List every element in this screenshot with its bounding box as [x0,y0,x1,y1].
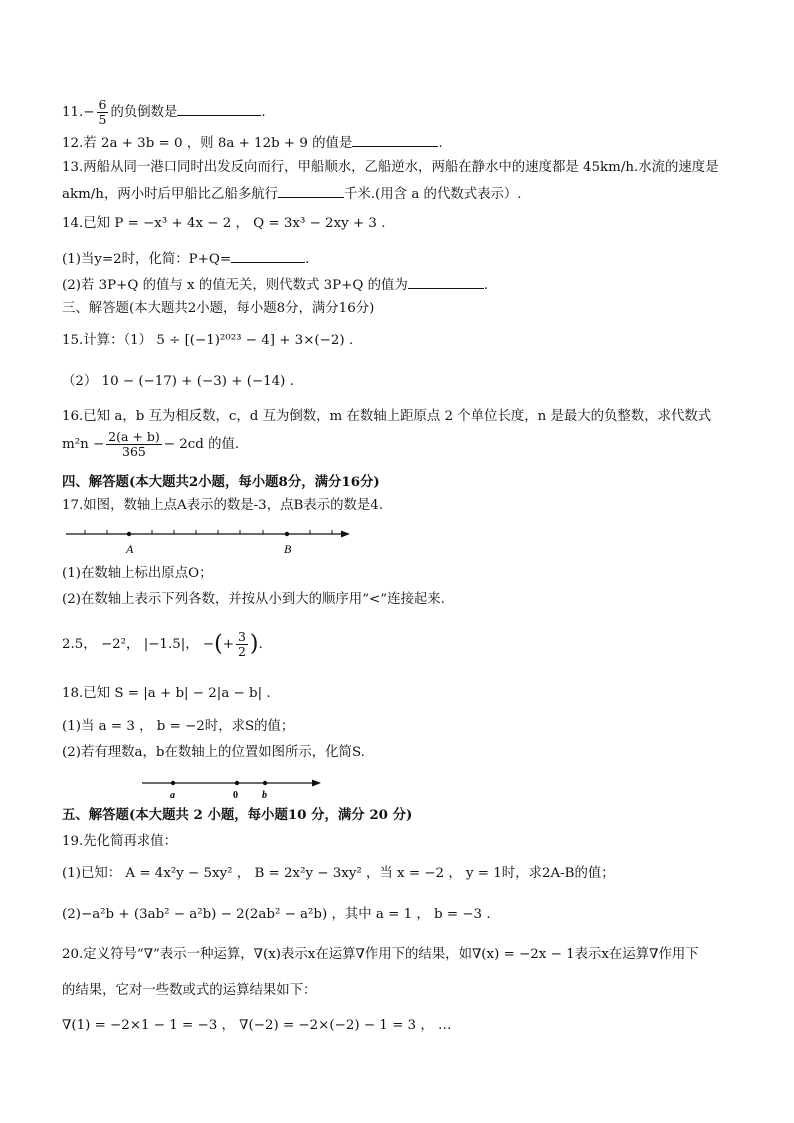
question-12: 12.若 2a + 3b = 0 ，则 8a + 12b + 9 的值是 . [62,136,443,151]
q17-nums-a: 2.5， −2²， |−1.5|， − [62,637,215,652]
question-16-expr [62,430,239,459]
question-15-part1: 15.计算：（1） 5 ÷ [(−1)²⁰²³ − 4] + 3×(−2) . [62,333,354,348]
q12-answer-blank[interactable] [352,134,438,147]
question-17-sub1: (1)在数轴上标出原点O； [62,566,213,581]
question-17-numbers: 2.5， −2²， |−1.5|， −(+ $\frac{3}{2}$ ). [62,629,263,659]
q16-frac-den: 365 [122,444,146,459]
q18-label-a: a [170,790,175,801]
question-18-sub2: (2)若有理数a，b在数轴上的位置如图所示，化简S. [62,745,365,760]
question-20-line1: 20.定义符号“∇”表示一种运算，∇(x)表示x在运算∇作用下的结果，如∇(x) = −2x − 1表示x在运算∇作用下 [62,947,699,962]
q16-fraction [106,430,162,459]
q13-answer-blank[interactable] [278,185,344,198]
question-11: 11.− $\frac{6}{5}$ 的负倒数是 . [62,97,266,127]
q18-point-b [263,781,267,785]
q11-suffix: 的负倒数是 [110,105,178,120]
question-20-line2: 的结果，它对一些数或式的运算结果如下： [62,983,317,998]
q16-expr-pre: m²n − [62,437,105,452]
question-19-sub2: (2)−a²b + (3ab² − a²b) − 2(2ab² − a²b) ，其中 a = 1 ， b = −3 . [62,907,491,922]
q11-frac-num: 6 [98,97,107,112]
question-18-sub1: (1)当 a = 3 ， b = −2时，求S的值； [62,719,295,734]
q17-fraction [236,630,248,659]
q18-point-0 [235,781,239,785]
question-14-sub2: (2)若 3P+Q 的值与 x 的值无关，则代数式 3P+Q 的值为 . [62,278,489,293]
q17-point-b [285,532,289,536]
question-18-stem: 18.已知 S = |a + b| − 2|a − b| . [62,686,271,701]
q17-number-line [60,525,360,555]
question-20-line3: ∇(1) = −2×1 − 1 = −3 ， ∇(−2) = −2×(−2) − 1 = 3 ， … [62,1018,452,1033]
question-14-sub1: (1)当y=2时，化简：P+Q= . [62,252,310,267]
question-13-line2 [62,185,522,204]
q16-expr-post: − 2cd 的值. [163,437,240,452]
q11-answer-blank[interactable] [177,103,261,116]
q17-frac-den: 2 [237,644,246,659]
question-17-sub2: (2)在数轴上表示下列各数，并按从小到大的顺序用“<”连接起来. [62,592,445,607]
q11-prefix: 11.− [62,105,95,120]
q12-text: 12.若 2a + 3b = 0 ，则 8a + 12b + 9 的值是 [62,136,353,151]
q14-sub2-text: (2)若 3P+Q 的值与 x 的值无关，则代数式 3P+Q 的值为 [62,278,408,293]
q13-line2a: akm/h，两小时后甲船比乙船多航行 [62,187,279,202]
q18-point-a [171,781,175,785]
q18-arrow [312,780,321,787]
question-19-sub1: (1)已知： A = 4x²y − 5xy² ， B = 2x²y − 3xy² ，当 x = −2 ， y = 1时，求2A-B的值； [62,866,615,881]
q16-frac-num: 2(a + b) [108,429,160,444]
q17-nums-plus: + [222,637,234,652]
q14-sub2-blank[interactable] [408,276,484,289]
question-15-part2: （2） 10 − (−17) + (−3) + (−14) . [62,374,294,389]
q11-frac-den: 5 [98,112,107,127]
question-14-stem: 14.已知 P = −x³ + 4x − 2 ， Q = 3x³ − 2xy + 3 . [62,216,386,231]
question-16-line1: 16.已知 a，b 互为相反数，c，d 互为倒数，m 在数轴上距原点 2 个单位长度，n 是最大的负整数，求代数式 [62,409,712,424]
q18-label-b: b [262,790,267,801]
question-19-stem: 19.先化简再求值： [62,834,178,849]
q17-frac-num: 3 [237,629,246,644]
question-13-line1: 13.两船从同一港口同时出发反向而行，甲船顺水，乙船逆水，两船在静水中的速度都是 45km/h.水流的速度是 [62,160,719,175]
section-5-heading: 五、解答题(本大题共 2 小题，每小题10 分，满分 20 分) [62,807,413,823]
section-4-heading: 四、解答题(本大题共2小题，每小题8分，满分16分) [62,474,380,490]
q17-label-b: B [284,542,292,556]
q11-fraction [97,98,109,127]
q14-sub1-text: (1)当y=2时，化简：P+Q= [62,252,232,267]
q17-arrow [341,531,350,538]
q14-sub1-blank[interactable] [231,250,305,263]
section-3-heading: 三、解答题(本大题共2小题，每小题8分，满分16分) [62,301,375,316]
q18-label-0: 0 [233,790,238,801]
q17-label-a: A [126,542,134,556]
q13-line2b: 千米.(用含 a 的代数式表示）. [344,187,522,202]
question-17-stem: 17.如图，数轴上点A表示的数是-3，点B表示的数是4. [62,498,384,513]
q18-number-line [140,775,330,801]
q17-point-a [127,532,131,536]
